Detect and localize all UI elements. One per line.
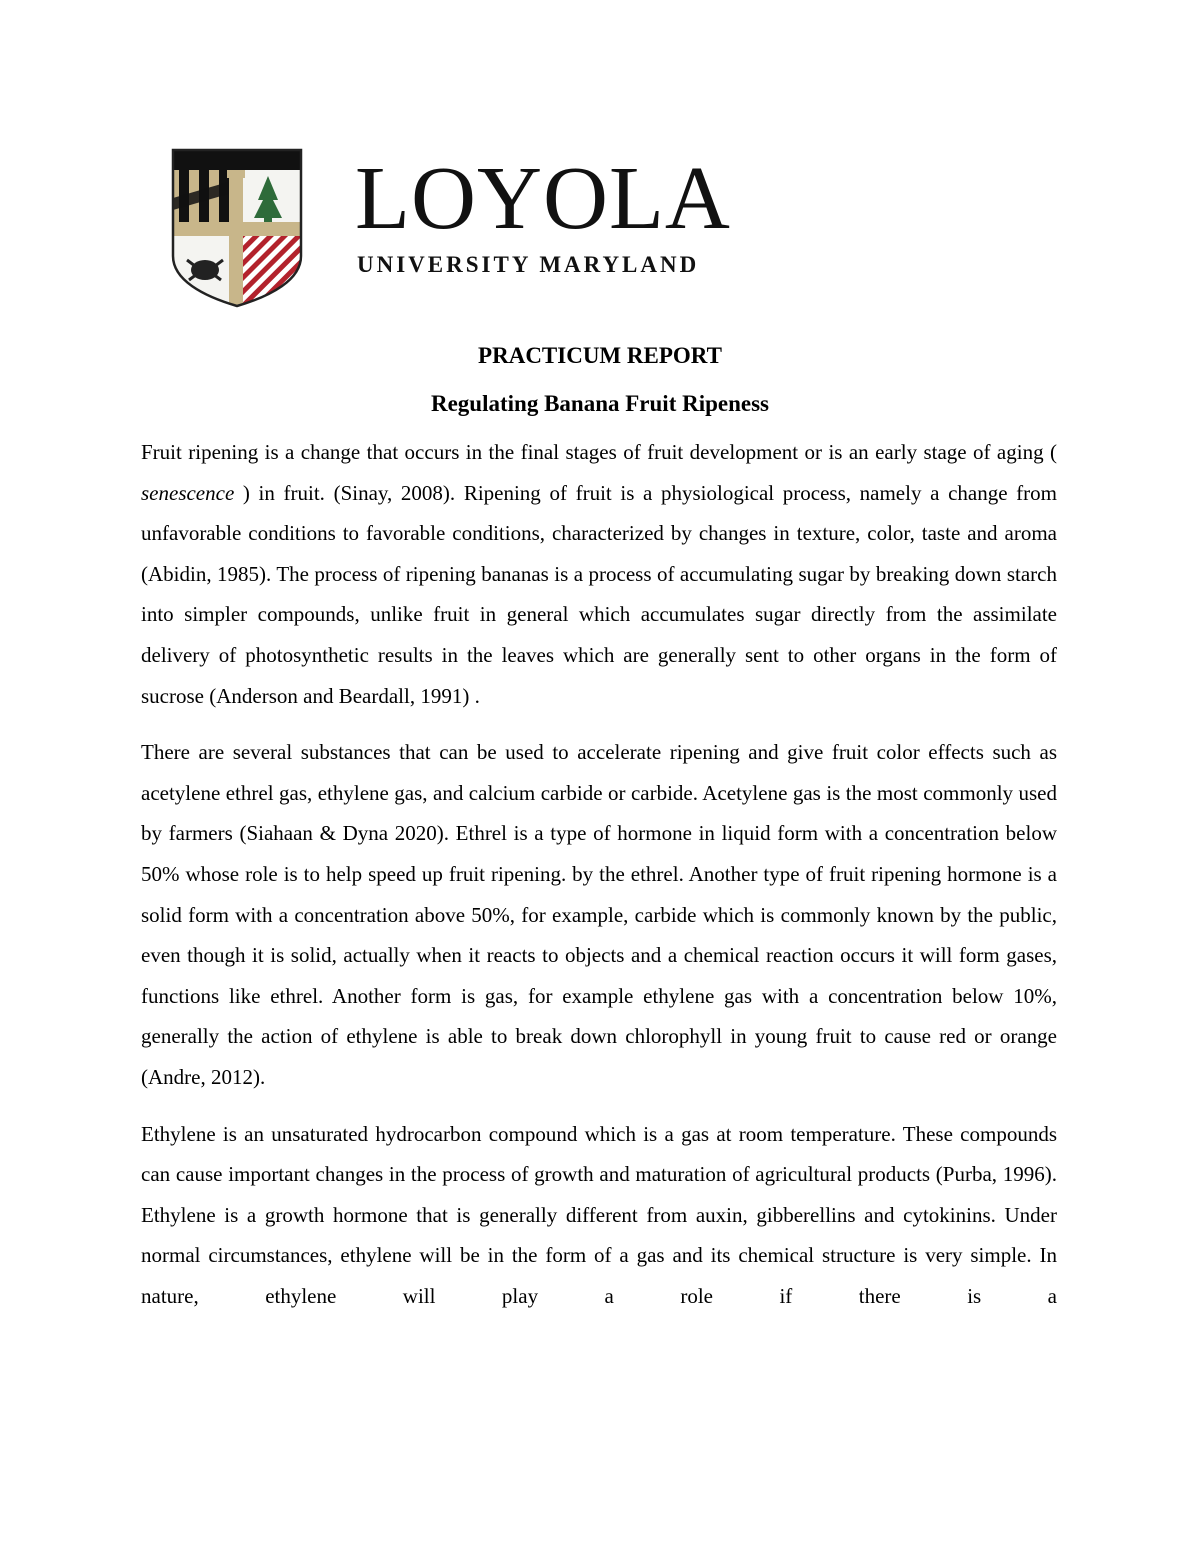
italic-term: senescence bbox=[141, 480, 235, 505]
logo-subtitle: UNIVERSITY MARYLAND bbox=[357, 252, 700, 277]
paragraph-3: Ethylene is an unsaturated hydrocarbon compound which is a gas at room temperature. These compounds can cause important changes in the process of growth and maturation of agricultural products (Purba, 1996). Ethylene is a growth hormone that is generally different from auxin, gibberellins and cytokinins. Under normal circumstances, ethylene will be in the form of a gas and its chemical structure is very simple. In nature, ethylene will play a role if there is a bbox=[141, 1121, 1057, 1308]
paragraph-1-lead: Fruit ripening is a change that occurs in the final stages of fruit development or is an early stage of aging ( bbox=[141, 440, 1057, 464]
paragraph-1 bbox=[141, 432, 1057, 716]
paragraph-2: There are several substances that can be used to accelerate ripening and give fruit color effects such as acetylene ethrel gas, ethylene gas, and calcium carbide or carbide. Acetylene gas is the most commonly used by farmers (Siahaan & Dyna 2020). Ethrel is a type of hormone in liquid form with a concentration below 50% whose role is to help speed up fruit ripening. by the ethrel. Another type of fruit ripening hormone is a solid form with a concentration above 50%, for example, carbide which is commonly known by the public, even though it is solid, actually when it reacts to objects and a chemical reaction occurs it will form gases, functions like ethrel. Another form is gas, for example ethylene gas with a concentration below 10%, generally the action of ethylene is able to break down chlorophyll in young fruit to cause red or orange (Andre, 2012). bbox=[141, 740, 1057, 1089]
university-logo bbox=[171, 148, 751, 310]
report-title: PRACTICUM REPORT bbox=[478, 343, 722, 368]
crest-icon bbox=[171, 148, 303, 308]
logo-wordmark: LOYOLA bbox=[355, 149, 731, 248]
paragraph-1-rest: ) in fruit. (Sinay, 2008). Ripening of fruit is a physiological process, namely a change from unfavorable conditions to favorable conditions, characterized by changes in texture, color, taste and aroma (Abidin, 1985). The process of ripening bananas is a process of accumulating sugar by breaking down starch into simpler compounds, unlike fruit in general which accumulates sugar directly from the assimilate delivery of photosynthetic results in the leaves which are generally sent to other organs in the form of sucrose (Anderson and Beardall, 1991) . bbox=[141, 480, 1057, 708]
report-subtitle: Regulating Banana Fruit Ripeness bbox=[430, 391, 769, 416]
document-body bbox=[141, 432, 1057, 1316]
